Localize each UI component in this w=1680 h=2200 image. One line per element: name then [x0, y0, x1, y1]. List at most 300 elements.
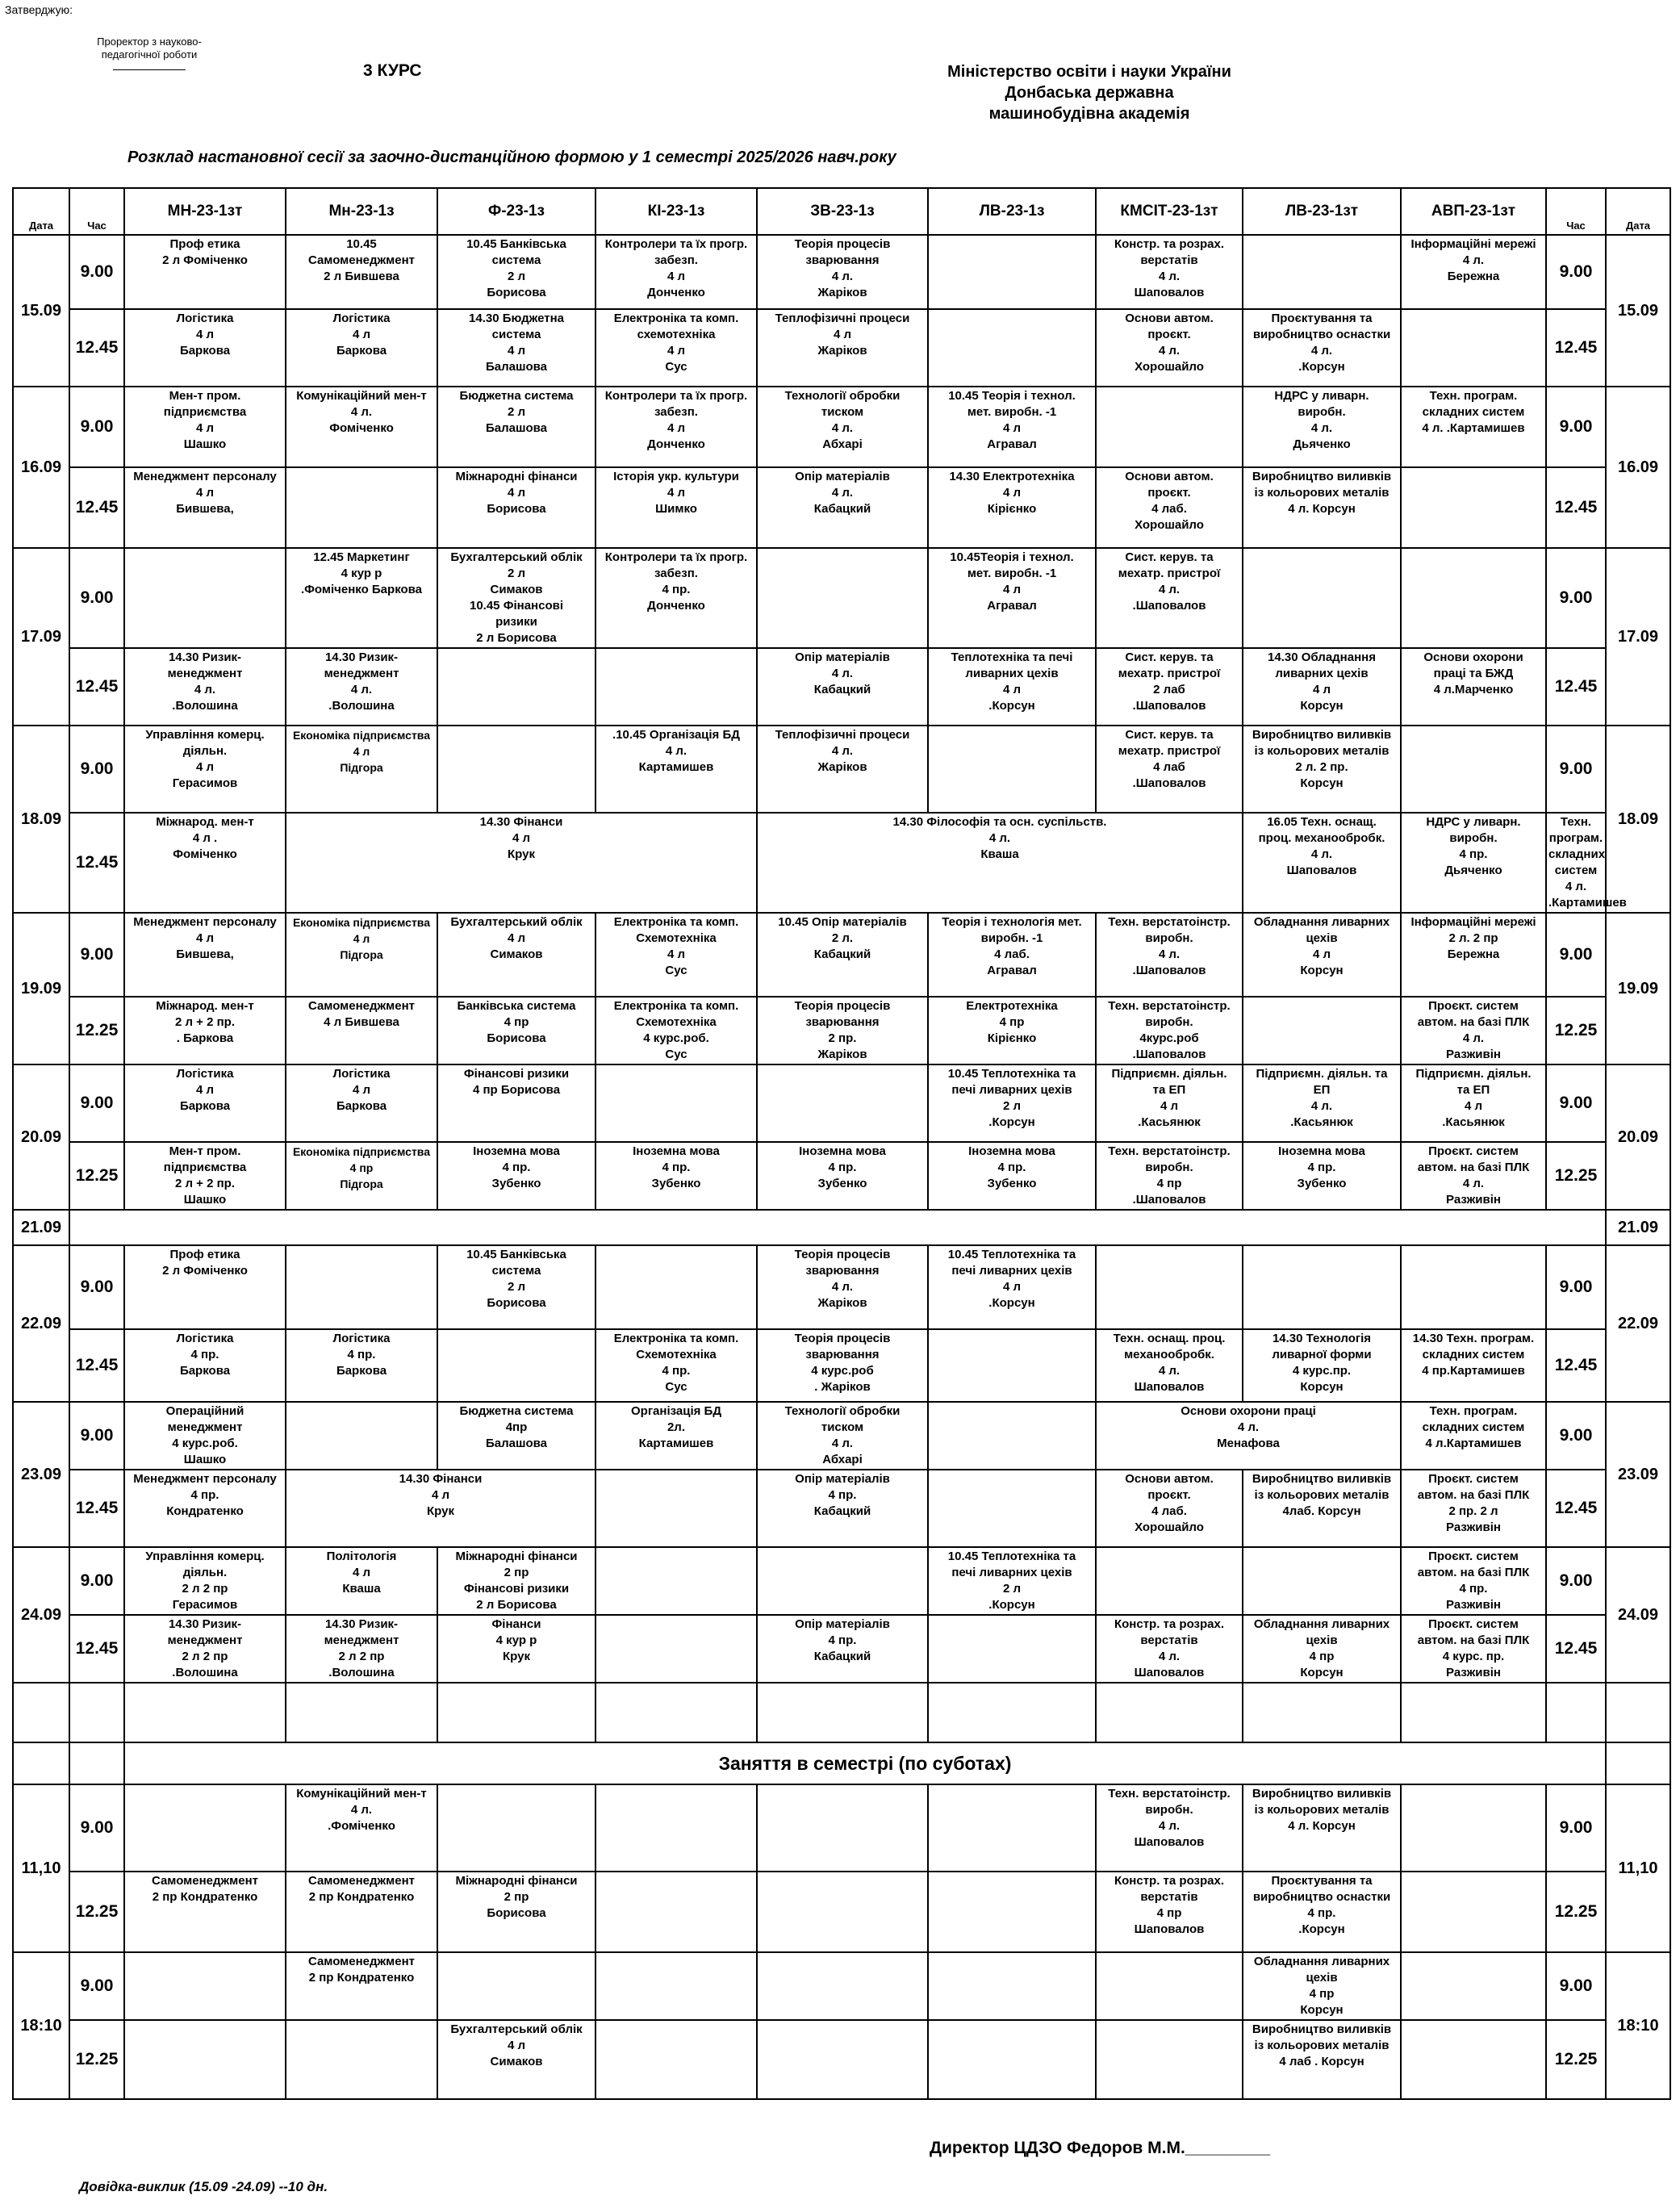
class-cell: Економіка підприємства 4 л Підгора: [286, 913, 437, 997]
header-group-1: МН-23-1зт: [124, 188, 286, 235]
class-cell: 14.30 Фінанси 4 л Крук: [286, 1470, 596, 1547]
empty-cell: [69, 1210, 1606, 1245]
class-cell: [928, 1470, 1096, 1547]
class-cell: [928, 1872, 1096, 1952]
empty-cell: [928, 1683, 1096, 1742]
time-cell: 12.25: [69, 1142, 124, 1210]
class-cell: 14.30 Ризик- менеджмент 4 л. .Волошина: [124, 648, 286, 726]
time-cell-right: 9.00: [1546, 235, 1606, 309]
slot-row: [13, 1615, 1670, 1683]
schedule-title: Розклад настановної сесії за заочно-дистанційною формою у 1 семестрі 2025/2026 навч.року: [127, 148, 896, 166]
class-cell: Бюджетна система 4пр Балашова: [437, 1402, 596, 1470]
time-cell: 9.00: [69, 726, 124, 813]
class-cell: [1401, 726, 1546, 813]
class-cell: [437, 726, 596, 813]
class-cell: [124, 1784, 286, 1872]
time-cell-right: 12.25: [1546, 997, 1606, 1064]
class-cell: Політологія 4 л Кваша: [286, 1547, 437, 1615]
class-cell: 10.45 Теплотехніка та печі ливарних цехів 2 л .Корсун: [928, 1547, 1096, 1615]
class-cell: Економіка підприємства 4 пр Підгора: [286, 1142, 437, 1210]
class-cell: Технології обробки тиском 4 л. Абхарі: [757, 1402, 928, 1470]
time-cell: 12.45: [69, 1329, 124, 1402]
class-cell: Комунікаційний мен-т 4 л. .Фоміченко: [286, 1784, 437, 1872]
class-cell: [757, 1064, 928, 1142]
class-cell: [286, 1402, 437, 1470]
empty-cell: [69, 1683, 124, 1742]
class-cell: Самоменеджмент 2 пр Кондратенко: [286, 1952, 437, 2020]
class-cell: Іноземна мова 4 пр. Зубенко: [437, 1142, 596, 1210]
empty-cell: [437, 1683, 596, 1742]
header-date-right: Дата: [1606, 188, 1670, 235]
class-cell: Електроніка та комп. Схемотехніка 4 курс.роб. Сус: [596, 997, 757, 1064]
empty-cell: [1243, 1683, 1401, 1742]
class-cell: Електроніка та комп. схемотехніка 4 л Сус: [596, 309, 757, 387]
ministry-line3: машинобудівна академія: [988, 105, 1190, 123]
class-cell: [286, 467, 437, 548]
class-cell: [596, 1952, 757, 2020]
class-cell: [928, 2020, 1096, 2099]
time-cell-right: 12.25: [1546, 1872, 1606, 1952]
class-cell: [596, 1872, 757, 1952]
class-cell: Інформаційні мережі 2 л. 2 пр Бережна: [1401, 913, 1546, 997]
class-cell: Мен-т пром. підприємства 4 л Шашко: [124, 387, 286, 467]
class-cell: 14.30 Ризик- менеджмент 2 л 2 пр .Волошина: [124, 1615, 286, 1683]
prorector-block: [81, 36, 218, 70]
time-cell-right: 12.45: [1546, 648, 1606, 726]
class-cell: Інформаційні мережі 4 л. Бережна: [1401, 235, 1546, 309]
class-cell: Техн. програм. складних систем 4 л.Картамишев: [1401, 1402, 1546, 1470]
class-cell: 14.30 Фінанси 4 л Крук: [286, 813, 757, 913]
class-cell: [1401, 467, 1546, 548]
class-cell: Контролери та їх прогр. забезп. 4 л Донченко: [596, 235, 757, 309]
date-cell-right: 18:10: [1606, 1952, 1670, 2099]
class-cell: Теорія процесів зварювання 4 л. Жаріков: [757, 235, 928, 309]
slot-row: [13, 235, 1670, 309]
date-cell-right: 21.09: [1606, 1210, 1670, 1245]
time-cell: 12.45: [69, 1615, 124, 1683]
class-cell: Логістика 4 л Баркова: [286, 1064, 437, 1142]
class-cell: [124, 2020, 286, 2099]
time-cell-right: 9.00: [1546, 913, 1606, 997]
class-cell: Бухгалтерський облік 4 л Симаков: [437, 2020, 596, 2099]
class-cell: Опір матеріалів 4 л. Кабацкий: [757, 648, 928, 726]
class-cell: Техн. верстатоінстр. виробн. 4 л. .Шаповалов: [1096, 913, 1243, 997]
date-cell: 24.09: [13, 1547, 69, 1683]
slot-row: [13, 1872, 1670, 1952]
date-cell: 21.09: [13, 1210, 69, 1245]
class-cell: Менеджмент персоналу 4 пр. Кондратенко: [124, 1470, 286, 1547]
class-cell: [757, 1952, 928, 2020]
class-cell: Комунікаційний мен-т 4 л. Фоміченко: [286, 387, 437, 467]
class-cell: Констр. та розрах. верстатів 4 л. Шаповалов: [1096, 1615, 1243, 1683]
class-cell: Опір матеріалів 4 пр. Кабацкий: [757, 1470, 928, 1547]
header-group-9: АВП-23-1зт: [1401, 188, 1546, 235]
class-cell: 10.45 Теорія і технол. мет. виробн. -1 4 л Агравал: [928, 387, 1096, 467]
course-label: 3 КУРС: [363, 61, 422, 80]
class-cell: Міжнародні фінанси 2 пр Фінансові ризики 2 л Борисова: [437, 1547, 596, 1615]
class-cell: 10.45 Банківська система 2 л Борисова: [437, 1245, 596, 1329]
class-cell: [124, 1952, 286, 2020]
date-cell-right: 18.09: [1606, 726, 1670, 913]
slot-row: [13, 913, 1670, 997]
class-cell: [1096, 1245, 1243, 1329]
class-cell: Проф етика 2 л Фоміченко: [124, 235, 286, 309]
class-cell: [1096, 387, 1243, 467]
time-cell-right: 9.00: [1546, 1402, 1606, 1470]
class-cell: Підприємн. діяльн. та ЕП 4 л .Касьянюк: [1401, 1064, 1546, 1142]
class-cell: Теорія і технологія мет. виробн. -1 4 лаб. Агравал: [928, 913, 1096, 997]
class-cell: [596, 2020, 757, 2099]
class-cell: [596, 1547, 757, 1615]
time-cell: 9.00: [69, 1064, 124, 1142]
ministry-line2: Донбаська державна: [1005, 84, 1174, 102]
slot-row: [13, 1329, 1670, 1402]
class-cell: Іноземна мова 4 пр. Зубенко: [757, 1142, 928, 1210]
class-cell: Історія укр. культури 4 л Шимко: [596, 467, 757, 548]
time-cell-right: 12.25: [1546, 1142, 1606, 1210]
time-cell: 9.00: [69, 1547, 124, 1615]
director-signature: Директор ЦДЗО Федоров М.М._________: [930, 2139, 1270, 2157]
class-cell: Теплофізичні процеси 4 л. Жаріков: [757, 726, 928, 813]
class-cell: [928, 235, 1096, 309]
time-cell-right: 9.00: [1546, 1064, 1606, 1142]
class-cell: Економіка підприємства 4 л Підгора: [286, 726, 437, 813]
slot-row: [13, 997, 1670, 1064]
time-cell: 9.00: [69, 1402, 124, 1470]
date-cell-right: 24.09: [1606, 1547, 1670, 1683]
class-cell: [124, 548, 286, 648]
class-cell: 14.30 Електротехніка 4 л Кірієнко: [928, 467, 1096, 548]
class-cell: [1096, 1547, 1243, 1615]
class-cell: [928, 309, 1096, 387]
class-cell: Логістика 4 пр. Баркова: [286, 1329, 437, 1402]
slot-row: [13, 387, 1670, 467]
class-cell: 10.45Теорія і технол. мет. виробн. -1 4 л Агравал: [928, 548, 1096, 648]
date-cell: 22.09: [13, 1245, 69, 1402]
slot-row: [13, 648, 1670, 726]
banner-row: [13, 1742, 1670, 1784]
empty-cell: [286, 1683, 437, 1742]
class-cell: Управління комерц. діяльн. 2 л 2 пр Герасимов: [124, 1547, 286, 1615]
class-cell: Основи автом. проєкт. 4 лаб. Хорошайло: [1096, 467, 1243, 548]
class-cell: Логістика 4 л Баркова: [124, 1064, 286, 1142]
prorector-line2: педагогічної роботи: [101, 48, 198, 61]
class-cell: Основи автом. проєкт. 4 л. Хорошайло: [1096, 309, 1243, 387]
class-cell: [1243, 997, 1401, 1064]
class-cell: Логістика 4 л Баркова: [124, 309, 286, 387]
approve-label: Затверджую:: [5, 3, 73, 16]
class-cell: 12.45 Маркетинг 4 кур р .Фоміченко Баркова: [286, 548, 437, 648]
class-cell: Електротехніка 4 пр Кірієнко: [928, 997, 1096, 1064]
class-cell: 10.45 Опір матеріалів 2 л. Кабацкий: [757, 913, 928, 997]
class-cell: Бухгалтерський облік 2 л Симаков 10.45 Фінансові ризики 2 л Борисова: [437, 548, 596, 648]
class-cell: Самоменеджмент 2 пр Кондратенко: [286, 1872, 437, 1952]
time-cell-right: 9.00: [1546, 387, 1606, 467]
day-row: [13, 1210, 1670, 1245]
class-cell: Технології обробки тиском 4 л. Абхарі: [757, 387, 928, 467]
class-cell: [928, 1784, 1096, 1872]
time-cell-right: 9.00: [1546, 726, 1606, 813]
date-cell-right: 17.09: [1606, 548, 1670, 726]
class-cell: Підприємн. діяльн. та ЕП 4 л .Касьянюк: [1096, 1064, 1243, 1142]
class-cell: [437, 648, 596, 726]
class-cell: Виробництво виливків із кольорових металів 2 л. 2 пр. Корсун: [1243, 726, 1401, 813]
slot-row: [13, 1402, 1670, 1470]
class-cell: Мен-т пром. підприємства 2 л + 2 пр. Шашко: [124, 1142, 286, 1210]
class-cell: НДРС у ливарн. виробн. 4 пр. Дьяченко: [1401, 813, 1546, 913]
class-cell: [1401, 548, 1546, 648]
class-cell: [757, 1872, 928, 1952]
header-group-4: КІ-23-1з: [596, 188, 757, 235]
class-cell: [596, 1245, 757, 1329]
date-cell-right: 15.09: [1606, 235, 1670, 387]
class-cell: Констр. та розрах. верстатів 4 л. Шаповалов: [1096, 235, 1243, 309]
date-cell: 16.09: [13, 387, 69, 548]
date-cell: 18:10: [13, 1952, 69, 2099]
class-cell: [1243, 1547, 1401, 1615]
class-cell: 14.30 Бюджетна система 4 л Балашова: [437, 309, 596, 387]
slot-row: [13, 1784, 1670, 1872]
class-cell: Проєкт. систем автом. на базі ПЛК 2 пр. 2 л Разживін: [1401, 1470, 1546, 1547]
class-cell: [757, 1784, 928, 1872]
class-cell: Бюджетна система 2 л Балашова: [437, 387, 596, 467]
class-cell: 14.30 Техн. програм. складних систем 4 пр.Картамишев: [1401, 1329, 1546, 1402]
header-group-6: ЛВ-23-1з: [928, 188, 1096, 235]
time-cell: 12.45: [69, 1470, 124, 1547]
class-cell: НДРС у ливарн. виробн. 4 л. Дьяченко: [1243, 387, 1401, 467]
schedule-table: [12, 187, 1671, 2100]
time-cell: 9.00: [69, 235, 124, 309]
class-cell: 10.45 Самоменеджмент 2 л Бившева: [286, 235, 437, 309]
slot-row: [13, 726, 1670, 813]
saturday-banner: Заняття в семестрі (по суботах): [124, 1742, 1606, 1784]
class-cell: [1243, 235, 1401, 309]
class-cell: Обладнання ливарних цехів 4 л Корсун: [1243, 913, 1401, 997]
time-cell: 12.25: [69, 2020, 124, 2099]
class-cell: [1243, 1245, 1401, 1329]
slot-row: [13, 813, 1670, 913]
class-cell: 14.30 Філософія та осн. суспільств. 4 л. Кваша: [757, 813, 1243, 913]
class-cell: Обладнання ливарних цехів 4 пр Корсун: [1243, 1952, 1401, 2020]
class-cell: Теорія процесів зварювання 4 курс.роб . Жаріков: [757, 1329, 928, 1402]
date-cell-right: 20.09: [1606, 1064, 1670, 1210]
class-cell: Обладнання ливарних цехів 4 пр Корсун: [1243, 1615, 1401, 1683]
time-cell: 9.00: [69, 1784, 124, 1872]
class-cell: [928, 1615, 1096, 1683]
class-cell: [757, 1547, 928, 1615]
class-cell: Контролери та їх прогр. забезп. 4 пр. Донченко: [596, 548, 757, 648]
class-cell: .10.45 Організація БД 4 л. Картамишев: [596, 726, 757, 813]
class-cell: Іноземна мова 4 пр. Зубенко: [1243, 1142, 1401, 1210]
class-cell: [1401, 1245, 1546, 1329]
class-cell: [286, 1245, 437, 1329]
signature-line: [113, 61, 186, 70]
class-cell: Техн. оснащ. проц. механообробк. 4 л. Шаповалов: [1096, 1329, 1243, 1402]
slot-row: [13, 1547, 1670, 1615]
class-cell: Менеджмент персоналу 4 л Бившева,: [124, 467, 286, 548]
class-cell: Проєктування та виробництво оснастки 4 пр. .Корсун: [1243, 1872, 1401, 1952]
header-time-right: Час: [1546, 188, 1606, 235]
ministry-line1: Міністерство освіти і науки України: [947, 63, 1231, 81]
header-date: Дата: [13, 188, 69, 235]
class-cell: [928, 1952, 1096, 2020]
class-cell: [1096, 1952, 1243, 2020]
class-cell: Проєкт. систем автом. на базі ПЛК 4 л. Разживін: [1401, 1142, 1546, 1210]
class-cell: [286, 2020, 437, 2099]
class-cell: Електроніка та комп. Схемотехніка 4 пр. Сус: [596, 1329, 757, 1402]
class-cell: [596, 1784, 757, 1872]
class-cell: Проєктування та виробництво оснастки 4 л. .Корсун: [1243, 309, 1401, 387]
date-cell: 17.09: [13, 548, 69, 726]
header-group-2: Мн-23-1з: [286, 188, 437, 235]
class-cell: 10.45 Теплотехніка та печі ливарних цехів 2 л .Корсун: [928, 1064, 1096, 1142]
class-cell: Проєкт. систем автом. на базі ПЛК 4 пр. Разживін: [1401, 1547, 1546, 1615]
time-cell: 12.45: [69, 467, 124, 548]
empty-cell: [1096, 1683, 1243, 1742]
class-cell: Іноземна мова 4 пр. Зубенко: [928, 1142, 1096, 1210]
class-cell: Проєкт. систем автом. на базі ПЛК 4 л. Разживін: [1401, 997, 1546, 1064]
time-cell: 9.00: [69, 913, 124, 997]
time-cell: 12.25: [69, 997, 124, 1064]
class-cell: Виробництво виливків із кольорових металів 4 л. Корсун: [1243, 467, 1401, 548]
time-cell: 9.00: [69, 1952, 124, 2020]
class-cell: Бухгалтерський облік 4 л Симаков: [437, 913, 596, 997]
class-cell: Теплотехніка та печі ливарних цехів 4 л .Корсун: [928, 648, 1096, 726]
class-cell: Сист. керув. та мехатр. пристрої 4 л. .Шаповалов: [1096, 548, 1243, 648]
class-cell: Самоменеджмент 2 пр Кондратенко: [124, 1872, 286, 1952]
class-cell: Менеджмент персоналу 4 л Бившева,: [124, 913, 286, 997]
time-cell: 12.45: [69, 648, 124, 726]
class-cell: [1401, 309, 1546, 387]
class-cell: Іноземна мова 4 пр. Зубенко: [596, 1142, 757, 1210]
date-cell: 23.09: [13, 1402, 69, 1547]
empty-cell: [1401, 1683, 1546, 1742]
header-row: [13, 188, 1670, 235]
prorector-line1: Проректор з науково-: [97, 36, 202, 48]
class-cell: Виробництво виливків із кольорових металів 4 л. Корсун: [1243, 1784, 1401, 1872]
class-cell: [928, 1402, 1096, 1470]
time-cell: 12.45: [69, 309, 124, 387]
time-cell: 12.45: [69, 813, 124, 913]
empty-cell: [69, 1742, 124, 1784]
empty-cell: [1606, 1683, 1670, 1742]
class-cell: [596, 648, 757, 726]
class-cell: Техн. верстатоінстр. виробн. 4 пр .Шаповалов: [1096, 1142, 1243, 1210]
spacer-row: [13, 1683, 1670, 1742]
header-group-3: Ф-23-1з: [437, 188, 596, 235]
slot-row: [13, 1064, 1670, 1142]
time-cell-right: 9.00: [1546, 548, 1606, 648]
class-cell: Операційний менеджмент 4 курс.роб. Шашко: [124, 1402, 286, 1470]
class-cell: 16.05 Техн. оснащ. проц. механообробк. 4 л. Шаповалов: [1243, 813, 1401, 913]
class-cell: [1096, 2020, 1243, 2099]
time-cell-right: 9.00: [1546, 1245, 1606, 1329]
empty-cell: [1546, 1683, 1606, 1742]
class-cell: Контролери та їх прогр. забезп. 4 л Донченко: [596, 387, 757, 467]
header-time: Час: [69, 188, 124, 235]
class-cell: [757, 2020, 928, 2099]
class-cell: Техн. верстатоінстр. виробн. 4 л. Шаповалов: [1096, 1784, 1243, 1872]
empty-cell: [596, 1683, 757, 1742]
empty-cell: [757, 1683, 928, 1742]
slot-row: [13, 548, 1670, 648]
class-cell: [437, 1784, 596, 1872]
class-cell: [928, 1329, 1096, 1402]
class-cell: [1401, 1952, 1546, 2020]
date-cell-right: 16.09: [1606, 387, 1670, 548]
class-cell: Міжнародні фінанси 4 л Борисова: [437, 467, 596, 548]
class-cell: Теорія процесів зварювання 2 пр. Жаріков: [757, 997, 928, 1064]
class-cell: Виробництво виливків із кольорових металів 4лаб. Корсун: [1243, 1470, 1401, 1547]
class-cell: Техн. програм. складних систем 4 л. .Картамишев: [1401, 387, 1546, 467]
time-cell-right: 12.45: [1546, 1329, 1606, 1402]
class-cell: [1401, 1872, 1546, 1952]
class-cell: Опір матеріалів 4 пр. Кабацкий: [757, 1615, 928, 1683]
class-cell: [596, 1064, 757, 1142]
class-cell: Самоменеджмент 4 л Бившева: [286, 997, 437, 1064]
class-cell: Сист. керув. та мехатр. пристрої 4 лаб .Шаповалов: [1096, 726, 1243, 813]
date-cell-right: 22.09: [1606, 1245, 1670, 1402]
time-cell-right: 9.00: [1546, 1784, 1606, 1872]
empty-cell: [13, 1742, 69, 1784]
class-cell: Управління комерц. діяльн. 4 л Герасимов: [124, 726, 286, 813]
header-group-5: ЗВ-23-1з: [757, 188, 928, 235]
empty-cell: [13, 1683, 69, 1742]
empty-cell: [124, 1683, 286, 1742]
class-cell: [596, 1470, 757, 1547]
class-cell: Банківська система 4 пр Борисова: [437, 997, 596, 1064]
date-cell: 18.09: [13, 726, 69, 913]
slot-row: [13, 1470, 1670, 1547]
class-cell: Фінансові ризики 4 пр Борисова: [437, 1064, 596, 1142]
time-cell-right: 12.45: [1546, 309, 1606, 387]
class-cell: Теплофізичні процеси 4 л Жаріков: [757, 309, 928, 387]
time-cell-right: 12.45: [1546, 1615, 1606, 1683]
date-cell: 15.09: [13, 235, 69, 387]
class-cell: 14.30 Обладнання ливарних цехів 4 л Корсун: [1243, 648, 1401, 726]
class-cell: Сист. керув. та мехатр. пристрої 2 лаб .Шаповалов: [1096, 648, 1243, 726]
slot-row: [13, 1142, 1670, 1210]
class-cell: Електроніка та комп. Схемотехніка 4 л Сус: [596, 913, 757, 997]
time-cell: 9.00: [69, 1245, 124, 1329]
header-group-8: ЛВ-23-1зт: [1243, 188, 1401, 235]
slot-row: [13, 1245, 1670, 1329]
time-cell: 9.00: [69, 387, 124, 467]
class-cell: Фінанси 4 кур р Крук: [437, 1615, 596, 1683]
class-cell: [1243, 548, 1401, 648]
class-cell: [1401, 1784, 1546, 1872]
class-cell: Теорія процесів зварювання 4 л. Жаріков: [757, 1245, 928, 1329]
class-cell: [437, 1952, 596, 2020]
class-cell: Організація БД 2л. Картамишев: [596, 1402, 757, 1470]
class-cell: Опір матеріалів 4 л. Кабацкий: [757, 467, 928, 548]
time-cell-right: 12.25: [1546, 2020, 1606, 2099]
empty-cell: [1606, 1742, 1670, 1784]
date-cell: 20.09: [13, 1064, 69, 1210]
slot-row: [13, 1952, 1670, 2020]
time-cell-right: 12.45: [1546, 1470, 1606, 1547]
slot-row: [13, 309, 1670, 387]
time-cell-right: 9.00: [1546, 1547, 1606, 1615]
date-cell-right: 19.09: [1606, 913, 1670, 1064]
slot-row: [13, 467, 1670, 548]
class-cell: 10.45 Теплотехніка та печі ливарних цехів 4 л .Корсун: [928, 1245, 1096, 1329]
class-cell: Техн. програм. складних систем 4 л. .Картамишев: [1546, 813, 1606, 913]
time-cell-right: 9.00: [1546, 1952, 1606, 2020]
class-cell: 14.30 Технологія ливарної форми 4 курс.пр. Корсун: [1243, 1329, 1401, 1402]
class-cell: Техн. верстатоінстр. виробн. 4курс.роб .Шаповалов: [1096, 997, 1243, 1064]
class-cell: Основи автом. проєкт. 4 лаб. Хорошайло: [1096, 1470, 1243, 1547]
